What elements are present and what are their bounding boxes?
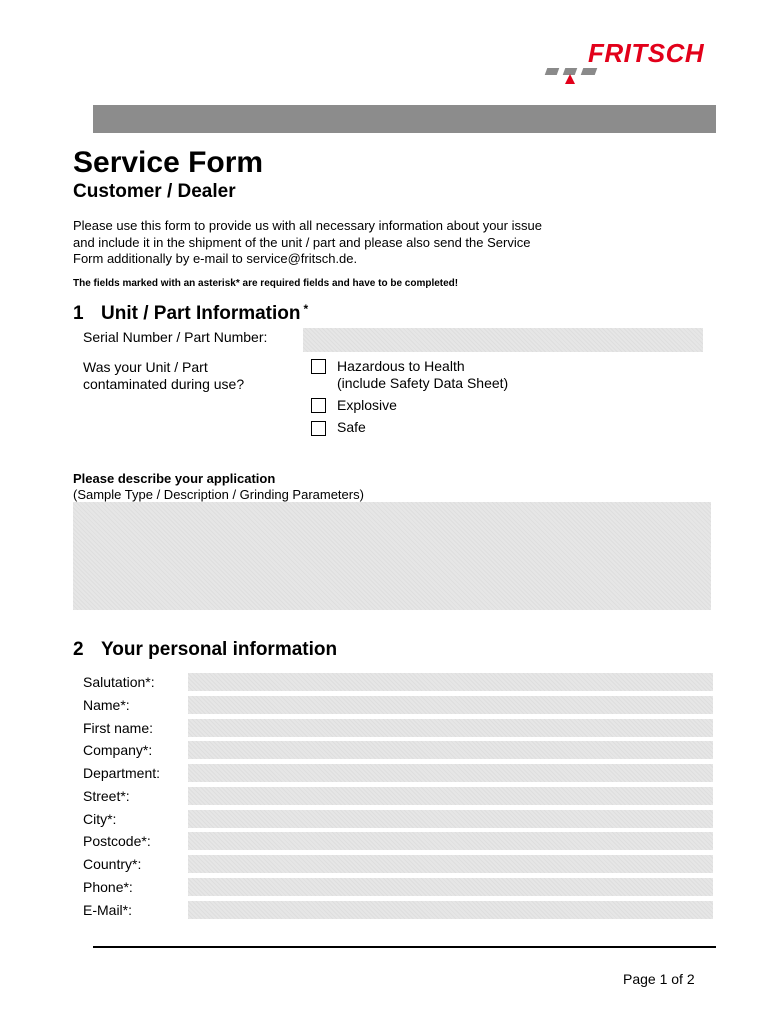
hazardous-option-label: [337, 358, 508, 392]
contaminated-question: [83, 359, 244, 393]
page-title: Service Form: [73, 146, 264, 179]
section-number: 2: [73, 639, 84, 660]
serial-number-field[interactable]: [303, 328, 703, 352]
intro-line: Form additionally by e-mail to service@fritsch.de.: [73, 251, 358, 266]
company-field[interactable]: [188, 741, 713, 759]
option-text: Hazardous to Health: [337, 358, 465, 374]
country-label: Country*:: [83, 856, 142, 872]
city-label: City*:: [83, 811, 117, 827]
contaminated-line: contaminated during use?: [83, 376, 245, 392]
phone-field[interactable]: [188, 878, 713, 896]
serial-number-label: Serial Number / Part Number:: [83, 329, 268, 345]
city-field[interactable]: [188, 810, 713, 828]
phone-label: Phone*:: [83, 879, 133, 895]
street-field[interactable]: [188, 787, 713, 805]
department-field[interactable]: [188, 764, 713, 782]
first-name-field[interactable]: [188, 719, 713, 737]
intro-text: [73, 218, 613, 268]
required-fields-note: The fields marked with an asterisk* are required fields and have to be completed!: [73, 278, 459, 289]
explosive-option-label: Explosive: [337, 397, 397, 413]
name-label: Name*:: [83, 697, 130, 713]
street-label: Street*:: [83, 788, 130, 804]
explosive-checkbox[interactable]: [311, 398, 326, 413]
required-asterisk: *: [303, 302, 309, 316]
postcode-label: Postcode*:: [83, 833, 151, 849]
page-subtitle: Customer / Dealer: [73, 181, 236, 202]
postcode-field[interactable]: [188, 832, 713, 850]
application-title: Please describe your application: [73, 471, 276, 486]
email-label: E-Mail*:: [83, 902, 133, 918]
application-hint: (Sample Type / Description / Grinding Parameters): [73, 487, 364, 502]
intro-line: and include it in the shipment of the unit / part and please also send the Service: [73, 234, 531, 250]
logo-text: FRITSCH: [588, 38, 705, 68]
salutation-label: Salutation*:: [83, 674, 155, 690]
page-number: Page 1 of 2: [623, 971, 695, 987]
section-title: Your personal information: [101, 639, 338, 660]
email-field[interactable]: [188, 901, 713, 919]
header-bar: [93, 105, 716, 133]
hazardous-checkbox[interactable]: [311, 359, 326, 374]
first-name-label: First name:: [83, 720, 154, 736]
contaminated-line: Was your Unit / Part: [83, 359, 208, 375]
section-1-heading: [73, 302, 308, 325]
footer-divider: [93, 946, 716, 948]
section-title: Unit / Part Information: [101, 303, 301, 324]
safe-checkbox[interactable]: [311, 421, 326, 436]
fritsch-logo: [540, 38, 720, 88]
salutation-field[interactable]: [188, 673, 713, 691]
safe-option-label: Safe: [337, 419, 366, 435]
department-label: Department:: [83, 765, 161, 781]
intro-line: Please use this form to provide us with all necessary information about your issue: [73, 218, 542, 233]
company-label: Company*:: [83, 742, 153, 758]
application-description-field[interactable]: [73, 502, 711, 610]
country-field[interactable]: [188, 855, 713, 873]
option-subtext: (include Safety Data Sheet): [337, 375, 509, 391]
logo-triangle-icon: [565, 74, 575, 84]
section-2-heading: [73, 639, 337, 661]
section-number: 1: [73, 303, 84, 324]
name-field[interactable]: [188, 696, 713, 714]
